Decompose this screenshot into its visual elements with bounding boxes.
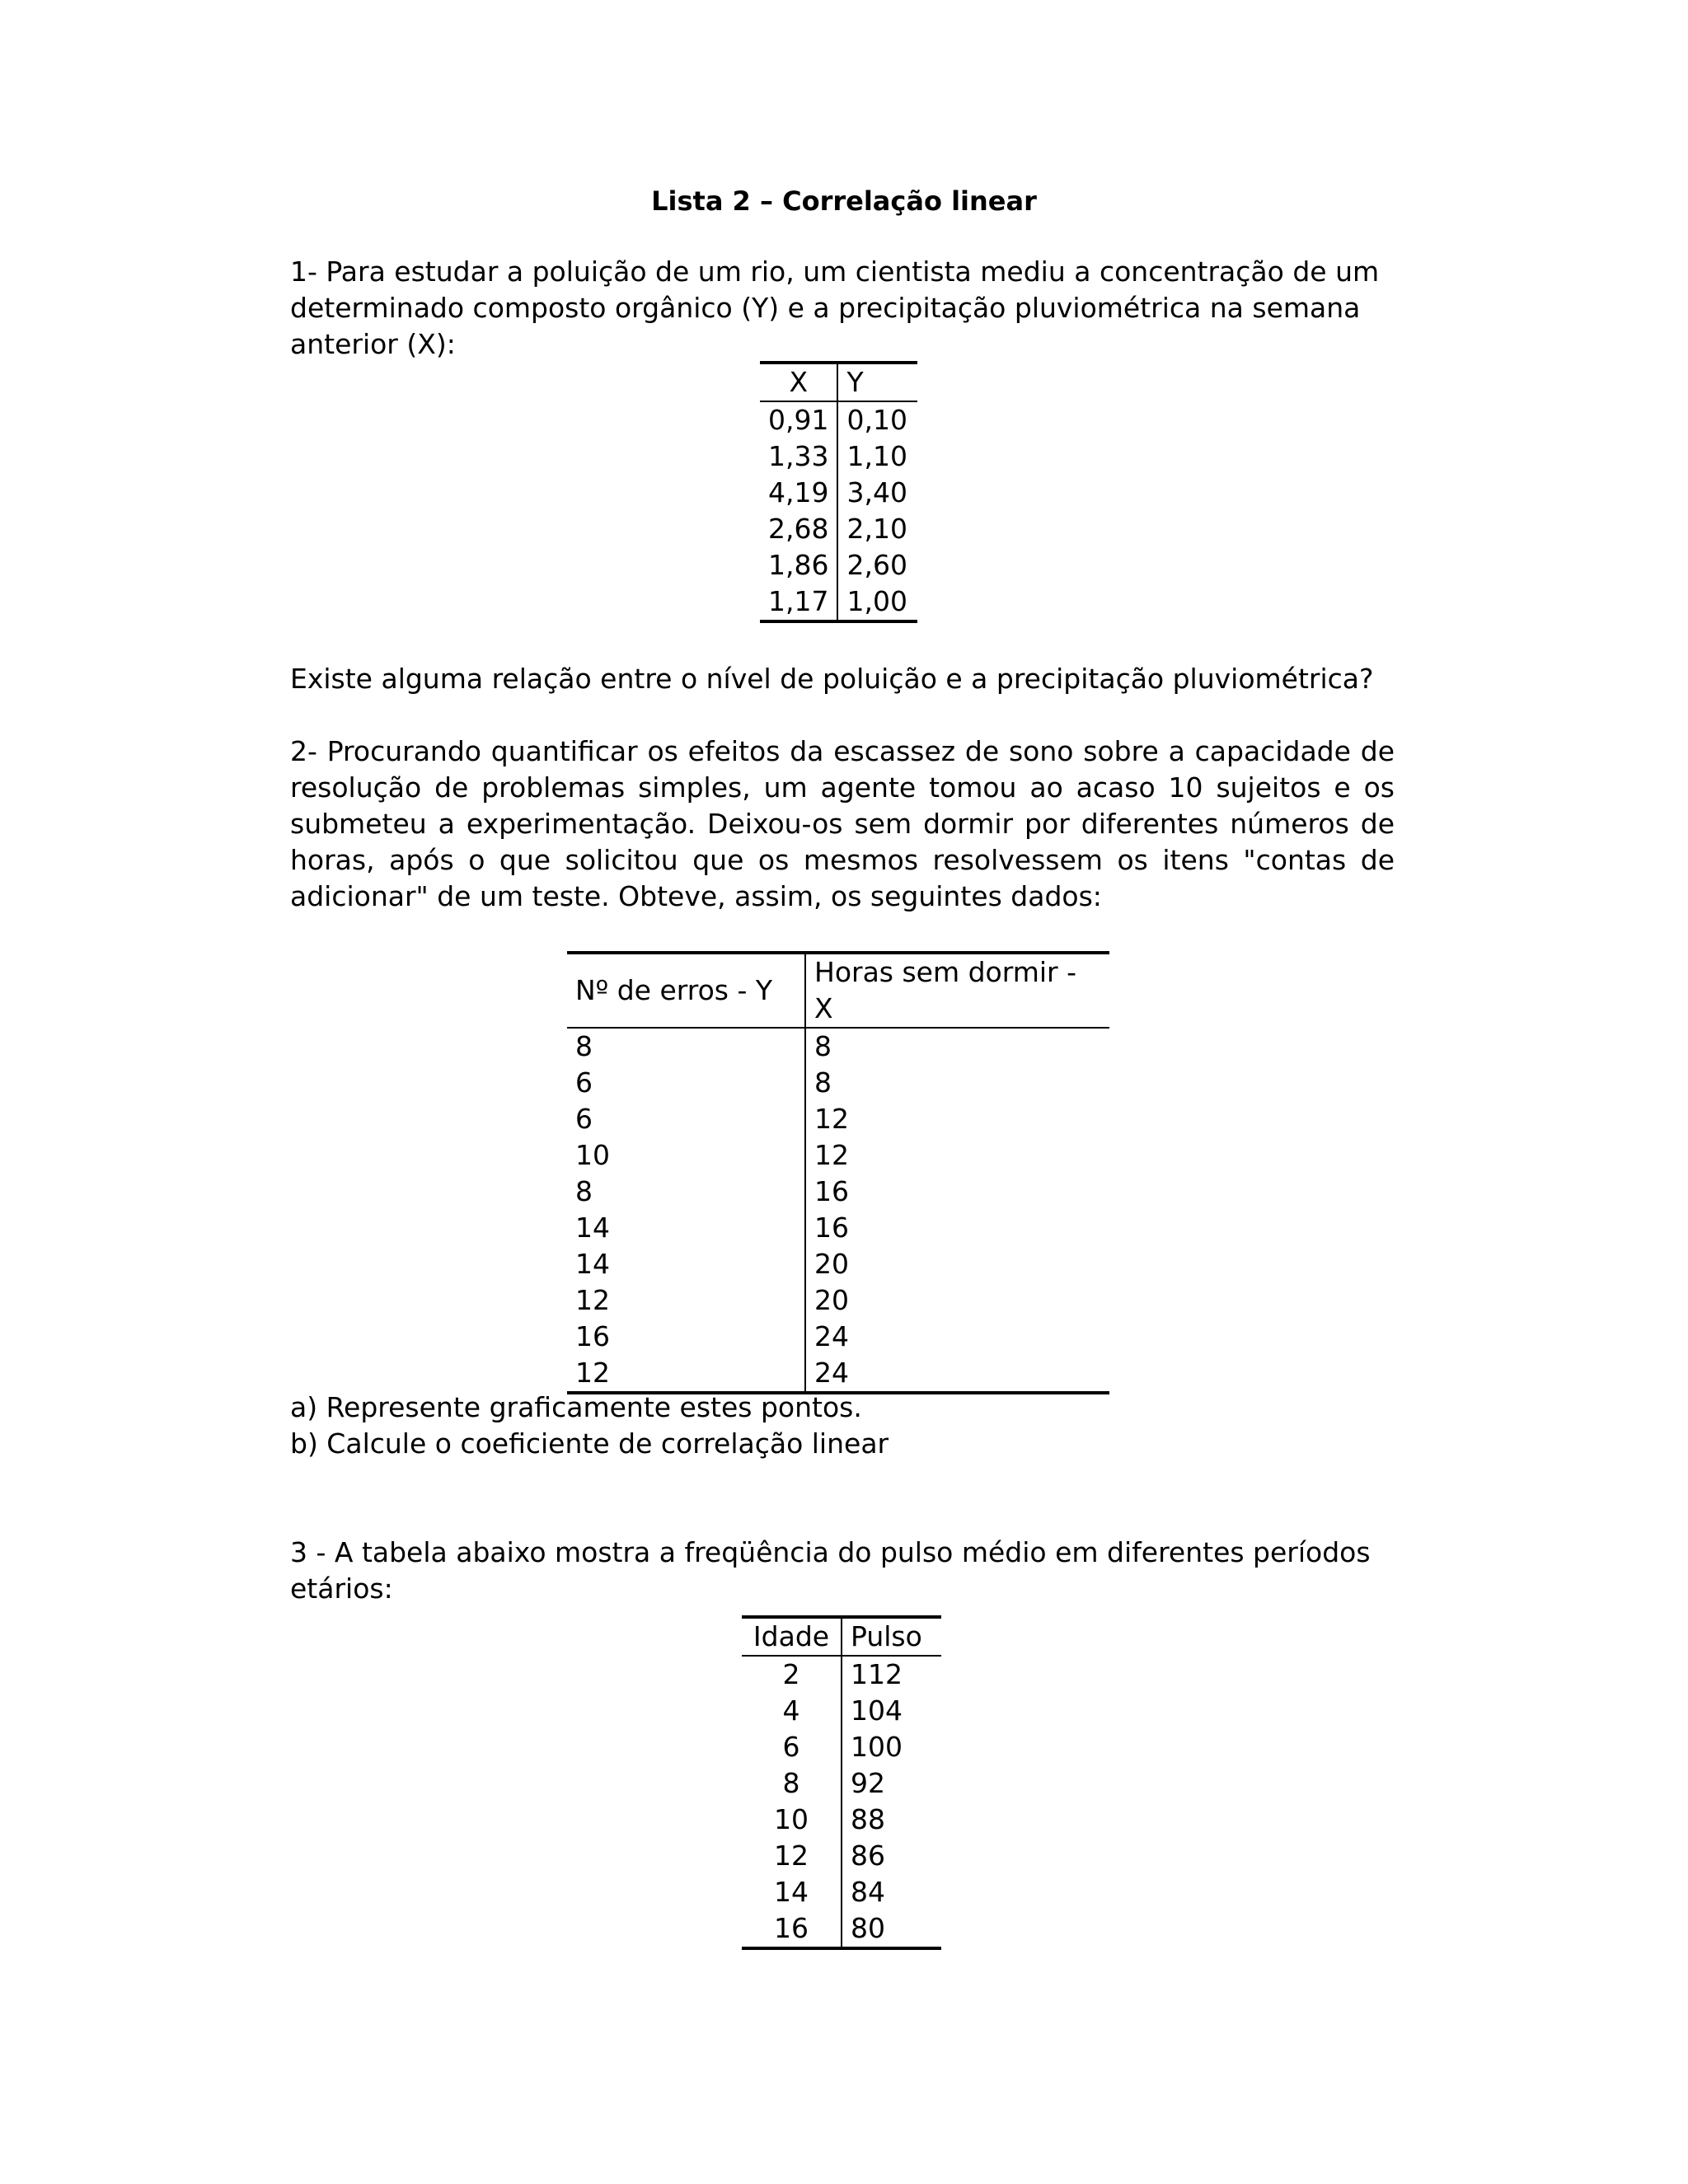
q1-question: Existe alguma relação entre o nível de poluição e a precipitação pluviométrica? bbox=[290, 663, 1374, 695]
table-cell: 4 bbox=[742, 1693, 842, 1729]
table-cell: 12 bbox=[814, 1139, 849, 1171]
table-cell: 80 bbox=[842, 1910, 941, 1948]
table-row bbox=[742, 1910, 941, 1948]
table-cell: 8 bbox=[814, 1030, 832, 1062]
table-cell: 6 bbox=[742, 1729, 842, 1765]
q2-item-b: b) Calcule o coeficiente de correlação linear bbox=[290, 1427, 889, 1460]
table-cell: 86 bbox=[851, 1840, 885, 1872]
table-cell: 10 bbox=[742, 1802, 842, 1838]
q3-header-age: Idade bbox=[742, 1617, 842, 1656]
table-row bbox=[567, 1355, 1109, 1393]
table-cell: 0,10 bbox=[846, 404, 907, 436]
table-cell: 4,19 bbox=[760, 475, 837, 511]
table-cell: 1,10 bbox=[846, 440, 907, 472]
table-cell: 12 bbox=[742, 1838, 842, 1874]
q1-table-header bbox=[760, 363, 917, 401]
table-cell: 112 bbox=[851, 1658, 903, 1690]
table-cell: 16 bbox=[742, 1910, 842, 1948]
table-cell: 8 bbox=[814, 1066, 832, 1099]
table-row bbox=[742, 1838, 941, 1874]
table-cell: 2,10 bbox=[846, 513, 907, 545]
table-cell: 1,17 bbox=[760, 583, 837, 621]
table-cell: 2,68 bbox=[760, 511, 837, 547]
table-row bbox=[760, 583, 917, 621]
q1-intro: 1- Para estudar a poluição de um rio, um cientista mediu a concentração de um determinado composto orgânico (Y) e a precipitação pluviométrica na semana anterior (X): bbox=[290, 255, 1380, 360]
q2-intro: 2- Procurando quantificar os efeitos da escassez de sono sobre a capacidade de resolução de problemas simples, um agente tomou ao acaso 10 sujeitos e os submeteu a experimentação. Deixou-os sem dormir por diferentes números de horas, após o que solicitou que os mesmos resolvessem os itens "contas de adicionar" de um teste. Obteve, assim, os seguintes dados: bbox=[290, 735, 1395, 912]
table-row bbox=[567, 1210, 1109, 1246]
table-row bbox=[567, 1246, 1109, 1282]
q1-header-y: Y bbox=[837, 363, 917, 401]
q2-header-hours: Horas sem dormir - X bbox=[805, 953, 1109, 1028]
table-cell: 20 bbox=[814, 1284, 849, 1316]
table-row bbox=[760, 401, 917, 438]
table-row bbox=[567, 1137, 1109, 1174]
table-row bbox=[760, 547, 917, 583]
table-cell: 20 bbox=[814, 1248, 849, 1280]
table-row bbox=[742, 1802, 941, 1838]
table-row bbox=[567, 1319, 1109, 1355]
table-cell: 10 bbox=[567, 1137, 805, 1174]
table-row bbox=[742, 1729, 941, 1765]
table-cell: 88 bbox=[851, 1803, 885, 1835]
table-row bbox=[567, 1065, 1109, 1101]
table-cell: 8 bbox=[567, 1174, 805, 1210]
table-cell: 8 bbox=[567, 1028, 805, 1065]
q3-intro: 3 - A tabela abaixo mostra a freqüência do pulso médio em diferentes períodos etários: bbox=[290, 1536, 1371, 1605]
q3-table bbox=[742, 1615, 941, 1950]
table-cell: 14 bbox=[742, 1874, 842, 1910]
table-cell: 92 bbox=[851, 1767, 885, 1799]
table-cell: 2 bbox=[742, 1656, 842, 1693]
q3-table-header bbox=[742, 1617, 941, 1656]
q2-table bbox=[567, 951, 1109, 1394]
q3-header-pulse: Pulso bbox=[842, 1617, 941, 1656]
q1-header-x: X bbox=[760, 363, 837, 401]
table-row bbox=[760, 475, 917, 511]
table-cell: 14 bbox=[567, 1210, 805, 1246]
q2-item-a: a) Represente graficamente estes pontos. bbox=[290, 1391, 862, 1423]
table-row bbox=[760, 511, 917, 547]
q2-header-errors: Nº de erros - Y bbox=[567, 953, 805, 1028]
table-cell: 1,00 bbox=[837, 583, 917, 621]
table-cell: 100 bbox=[851, 1731, 903, 1763]
table-cell: 1,33 bbox=[760, 438, 837, 475]
table-cell: 8 bbox=[742, 1765, 842, 1802]
table-cell: 12 bbox=[567, 1282, 805, 1319]
table-row bbox=[567, 1028, 1109, 1065]
table-row bbox=[742, 1765, 941, 1802]
table-row bbox=[742, 1874, 941, 1910]
table-cell: 104 bbox=[851, 1694, 903, 1727]
q1-table bbox=[760, 361, 917, 623]
table-cell: 2,60 bbox=[846, 549, 907, 581]
q2-table-header bbox=[567, 953, 1109, 1028]
table-cell: 24 bbox=[805, 1355, 1109, 1393]
table-cell: 1,86 bbox=[760, 547, 837, 583]
table-cell: 6 bbox=[567, 1065, 805, 1101]
table-cell: 12 bbox=[814, 1103, 849, 1135]
table-cell: 3,40 bbox=[846, 476, 907, 509]
table-row bbox=[567, 1282, 1109, 1319]
table-cell: 24 bbox=[814, 1320, 849, 1352]
table-row bbox=[742, 1656, 941, 1693]
table-row bbox=[567, 1101, 1109, 1137]
table-row bbox=[742, 1693, 941, 1729]
page-title: Lista 2 – Correlação linear bbox=[651, 185, 1037, 217]
table-cell: 16 bbox=[814, 1212, 849, 1244]
table-cell: 0,91 bbox=[760, 401, 837, 438]
table-cell: 6 bbox=[567, 1101, 805, 1137]
table-cell: 14 bbox=[567, 1246, 805, 1282]
table-cell: 84 bbox=[851, 1876, 885, 1908]
table-cell: 16 bbox=[567, 1319, 805, 1355]
table-row bbox=[760, 438, 917, 475]
table-row bbox=[567, 1174, 1109, 1210]
table-cell: 12 bbox=[567, 1355, 805, 1393]
table-cell: 16 bbox=[814, 1175, 849, 1207]
